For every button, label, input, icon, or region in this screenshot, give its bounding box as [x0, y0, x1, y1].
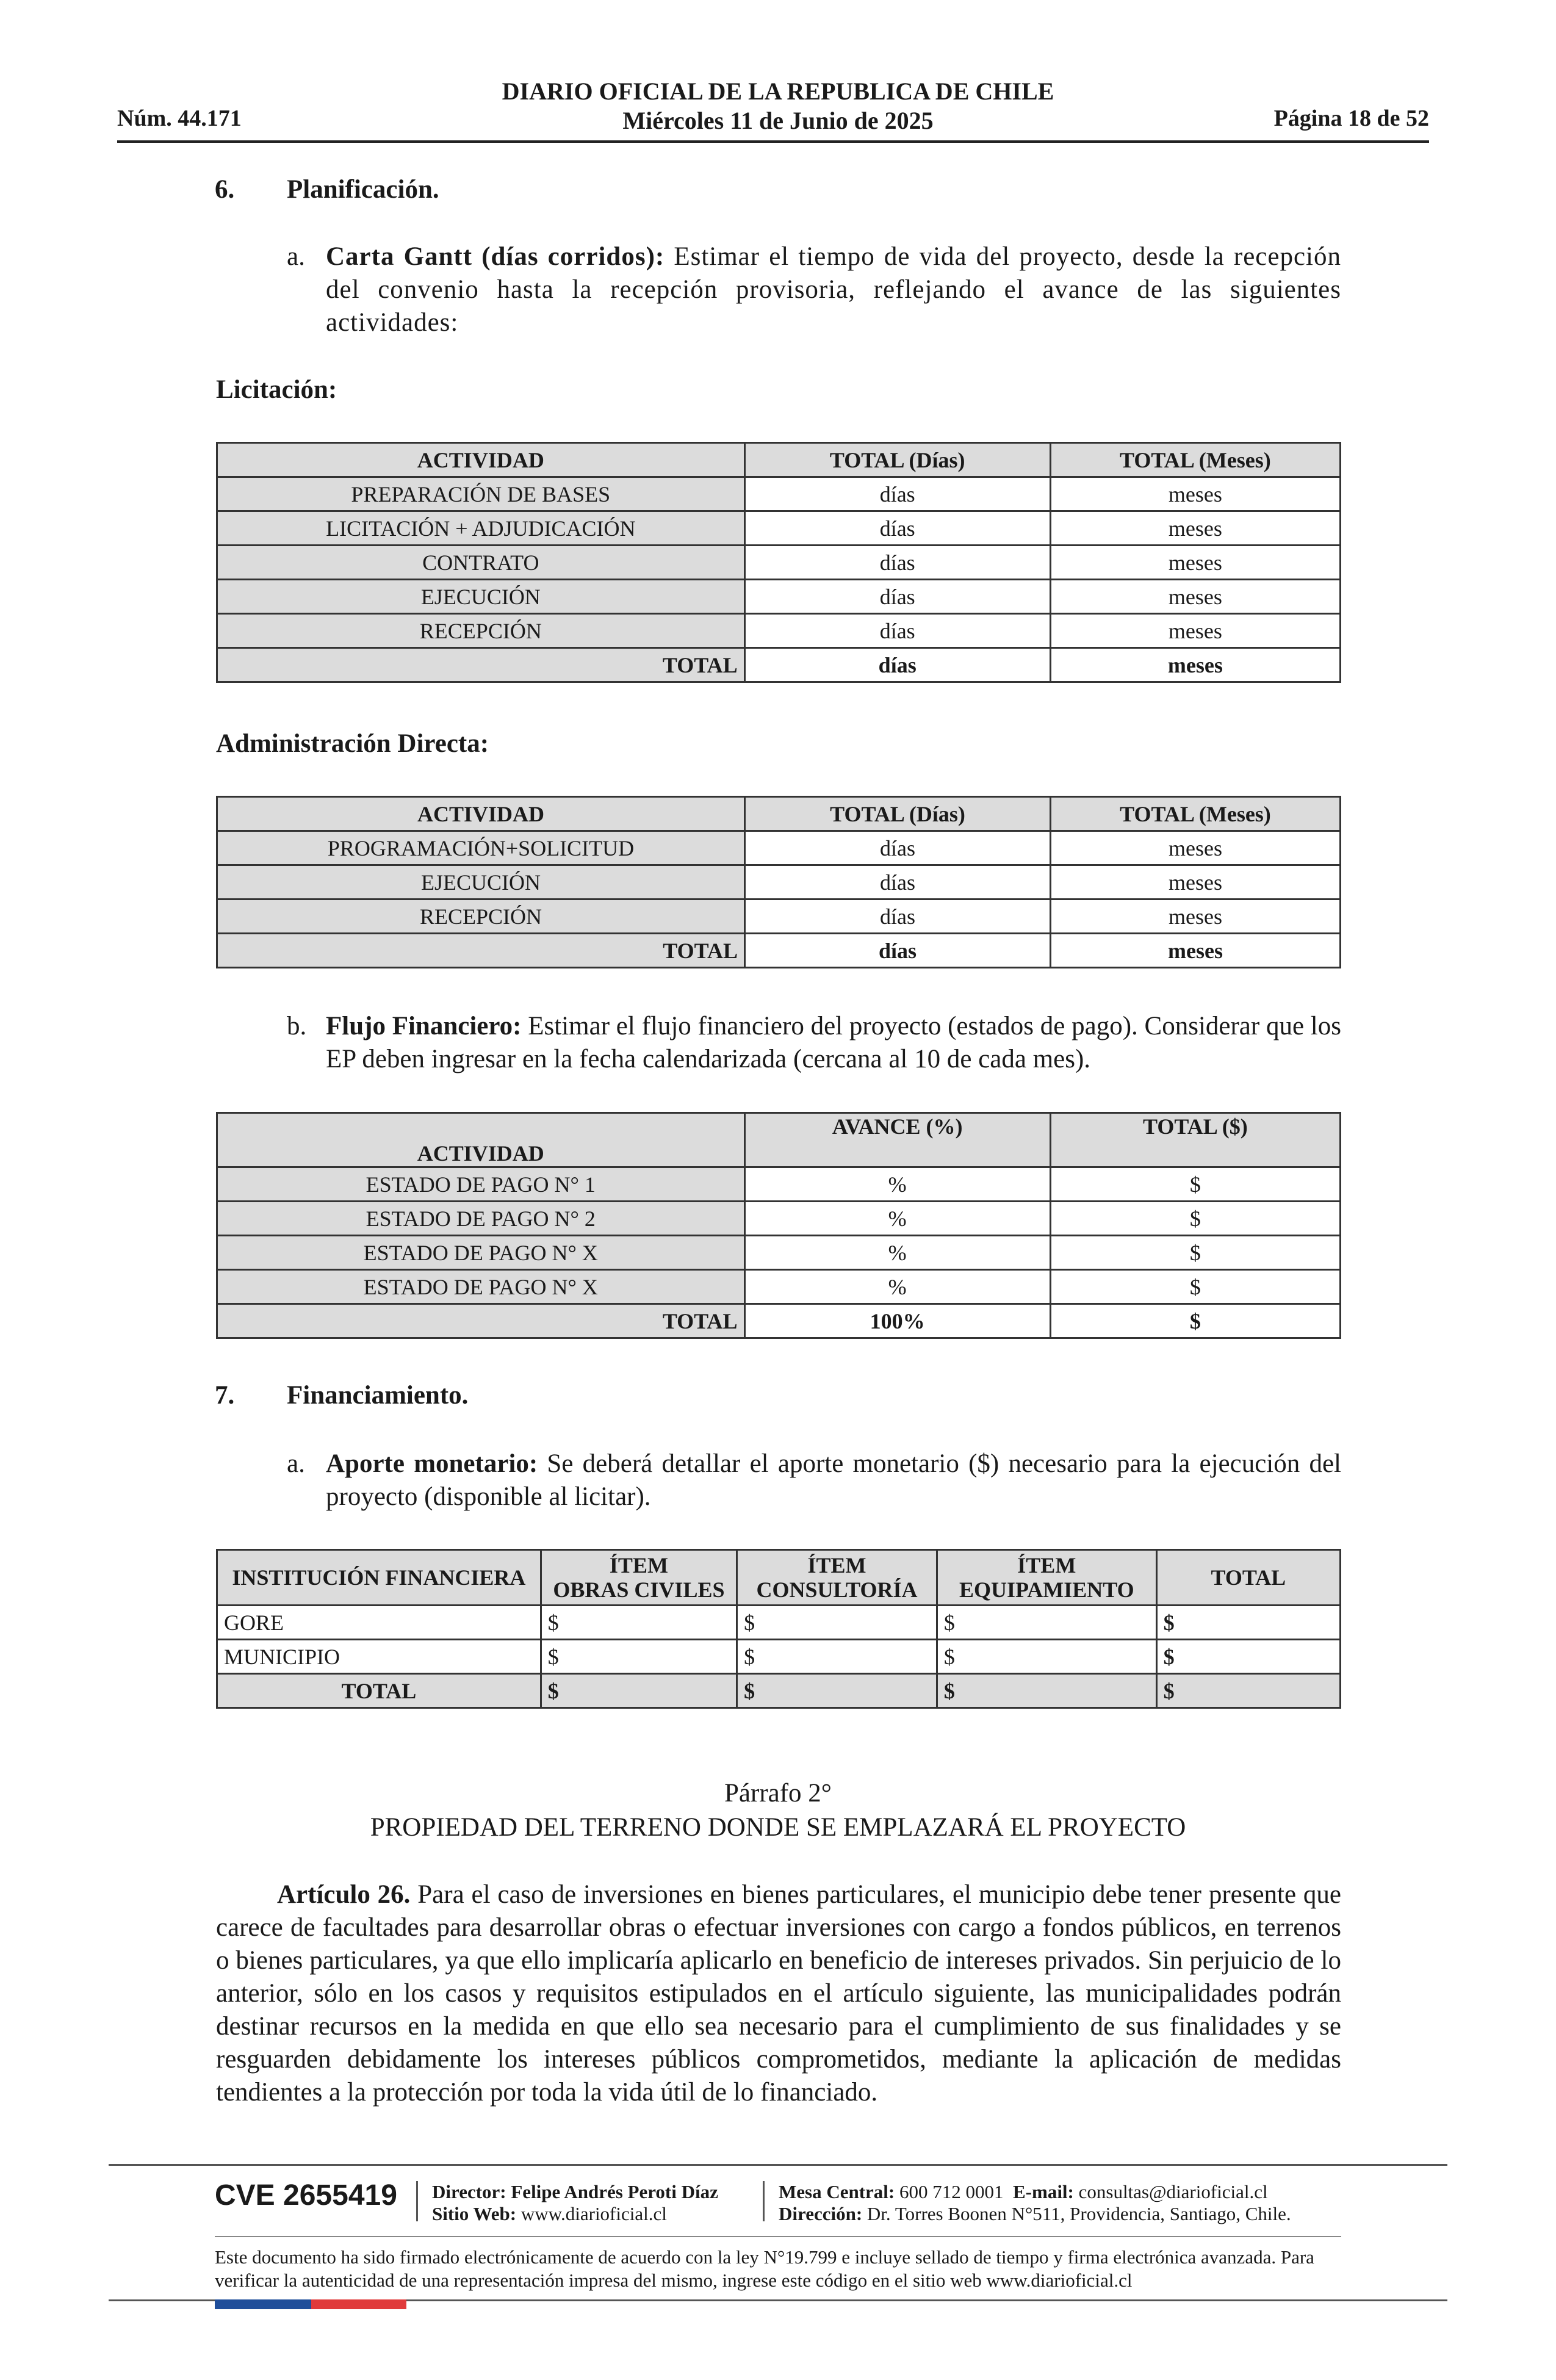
dias-cell: días: [745, 900, 1051, 934]
consultoria-cell: $: [737, 1640, 937, 1674]
header-avance: AVANCE (%): [744, 1113, 1050, 1167]
table-row: [217, 1270, 1341, 1304]
administracion-table: [216, 796, 1341, 968]
activity-cell: RECEPCIÓN: [217, 614, 745, 648]
header-consultoria: ÍTEM CONSULTORÍA: [737, 1550, 937, 1606]
articulo-26-text: Para el caso de inversiones en bienes particulares, el municipio debe tener presente que carece de facultades para desarrollar obras o efectuar inversiones con cargo a fondos públicos, en terrenos o bienes particulares, ya que ello implicaría aplicarlo en beneficio de intereses privados. Sin perjuicio de lo anterior, sólo en los casos y requisitos estipulados en el artículo siguiente, las municipalidades podrán destinar recursos en la medida en que ello sea necesario para el cumplimiento de sus finalidades y se resguarden debidamente los intereses públicos comprometidos, mediante la aplicación de medidas tendientes a la protección por toda la vida útil de lo financiado.: [216, 1880, 1341, 2107]
item-b-letter: b.: [287, 1012, 307, 1040]
section-7-number: 7.: [215, 1381, 235, 1410]
table-total-row: [217, 1674, 1341, 1708]
email-link[interactable]: consultas@diarioficial.cl: [1078, 2181, 1268, 2202]
total-obras: $: [541, 1674, 737, 1708]
institution-cell: GORE: [217, 1606, 541, 1640]
website-link[interactable]: www.diarioficial.cl: [520, 2203, 667, 2224]
dias-cell: días: [744, 511, 1050, 546]
section-7-title: Financiamiento.: [287, 1381, 469, 1410]
table-row: [217, 477, 1341, 511]
activity-cell: PREPARACIÓN DE BASES: [217, 477, 745, 511]
total-label: TOTAL: [217, 1674, 541, 1708]
table-total-row: [217, 934, 1341, 968]
journal-date: Miércoles 11 de Junio de 2025: [622, 107, 934, 134]
table-row: [217, 1167, 1341, 1202]
header-institucion: INSTITUCIÓN FINANCIERA: [217, 1550, 541, 1606]
activity-cell: ESTADO DE PAGO N° X: [217, 1236, 745, 1270]
footer-separator: [763, 2181, 765, 2221]
total-meses: meses: [1050, 934, 1340, 968]
total-avance: 100%: [744, 1304, 1050, 1338]
activity-cell: ESTADO DE PAGO N° 2: [217, 1202, 745, 1236]
total-meses: meses: [1050, 648, 1340, 682]
meses-cell: meses: [1050, 477, 1340, 511]
footer-blue-bar: [215, 2299, 311, 2309]
table-row: [217, 900, 1341, 934]
obras-cell: $: [541, 1606, 737, 1640]
flujo-heading: Flujo Financiero:: [326, 1012, 522, 1040]
total-label: TOTAL: [217, 1304, 745, 1338]
meses-cell: meses: [1050, 831, 1340, 865]
table-header-row: [217, 1113, 1341, 1167]
consultoria-cell: $: [737, 1606, 937, 1640]
aporte-paragraph: [326, 1448, 1341, 1513]
address: Dr. Torres Boonen N°511, Providencia, Santiago, Chile.: [866, 2203, 1291, 2224]
director-name: Felipe Andrés Peroti Díaz: [511, 2181, 718, 2202]
flujo-table: [216, 1112, 1341, 1339]
activity-cell: EJECUCIÓN: [217, 580, 745, 614]
director-info: Director: Felipe Andrés Peroti Díaz Sitio Web: www.diarioficial.cl: [432, 2181, 718, 2224]
table-total-row: [217, 648, 1341, 682]
carta-gantt-text: Estimar el tiempo de vida del proyecto, desde la recepción del convenio hasta la recepción provisoria, reflejando el avance de las siguientes actividades:: [326, 242, 1341, 337]
footer-red-bar: [311, 2299, 406, 2309]
monto-cell: $: [1050, 1167, 1340, 1202]
articulo-26-heading: Artículo 26.: [277, 1880, 411, 1909]
meses-cell: meses: [1050, 865, 1340, 900]
table-row: [217, 546, 1341, 580]
meses-cell: meses: [1050, 546, 1340, 580]
header-divider: [117, 140, 1429, 143]
articulo-26: [216, 1878, 1341, 2109]
header-obras-civiles: ÍTEM OBRAS CIVILES: [541, 1550, 737, 1606]
aporte-heading: Aporte monetario:: [326, 1449, 538, 1478]
flujo-text: Estimar el flujo financiero del proyecto (estados de pago). Considerar que los EP deben ingresar en la fecha calendarizada (cercana al 10 de cada mes).: [326, 1012, 1341, 1073]
obras-cell: $: [541, 1640, 737, 1674]
total-equipamiento: $: [937, 1674, 1156, 1708]
signature-note: Este documento ha sido firmado electrónicamente de acuerdo con la ley N°19.799 e incluye sellado de tiempo y firma electrónica avanzada. Para verificar la autenticidad de una representación impresa del mismo, ingrese este código en el sitio web www.diarioficial.cl: [215, 2246, 1314, 2291]
table-row: [217, 614, 1341, 648]
header-total-pesos: TOTAL ($): [1050, 1113, 1340, 1167]
avance-cell: %: [744, 1202, 1050, 1236]
table-header-row: [217, 797, 1341, 831]
dias-cell: días: [744, 546, 1050, 580]
meses-cell: meses: [1050, 614, 1340, 648]
dias-cell: días: [744, 614, 1050, 648]
header-total-dias: TOTAL (Días): [745, 797, 1051, 831]
activity-cell: EJECUCIÓN: [217, 865, 745, 900]
total-label: TOTAL: [217, 648, 745, 682]
monto-cell: $: [1050, 1236, 1340, 1270]
table-row: [217, 865, 1341, 900]
licitacion-table: [216, 442, 1341, 683]
dias-cell: días: [744, 580, 1050, 614]
meses-cell: meses: [1050, 900, 1340, 934]
footer-separator: [416, 2181, 418, 2221]
footer-divider-mid: [215, 2236, 1341, 2237]
monto-cell: $: [1050, 1270, 1340, 1304]
parrafo-number: Párrafo 2°: [724, 1779, 832, 1808]
licitacion-label: Licitación:: [216, 375, 337, 404]
header-total-dias: TOTAL (Días): [744, 443, 1050, 477]
cve-code: CVE 2655419: [215, 2179, 397, 2212]
table-row: [217, 580, 1341, 614]
table-row: [217, 511, 1341, 546]
activity-cell: CONTRATO: [217, 546, 745, 580]
page-number: Página 18 de 52: [1273, 106, 1429, 131]
table-row: [217, 1202, 1341, 1236]
flujo-paragraph: [326, 1010, 1341, 1076]
administracion-label: Administración Directa:: [216, 729, 489, 758]
table-total-row: [217, 1304, 1341, 1338]
activity-cell: LICITACIÓN + ADJUDICACIÓN: [217, 511, 745, 546]
mesa-central-phone: 600 712 0001: [899, 2181, 1004, 2202]
avance-cell: %: [744, 1270, 1050, 1304]
equipamiento-cell: $: [937, 1640, 1156, 1674]
total-dias: días: [744, 648, 1050, 682]
activity-cell: ESTADO DE PAGO N° X: [217, 1270, 745, 1304]
total-label: TOTAL: [217, 934, 745, 968]
monto-cell: $: [1050, 1202, 1340, 1236]
contact-info: Mesa Central: 600 712 0001 E-mail: consultas@diarioficial.cl Dirección: Dr. Torres Boonen N°511, Providencia, Santiago, Chile.: [779, 2181, 1291, 2224]
meses-cell: meses: [1050, 511, 1340, 546]
header-total-meses: TOTAL (Meses): [1050, 797, 1340, 831]
footer-divider-top: [109, 2164, 1447, 2166]
activity-cell: RECEPCIÓN: [217, 900, 745, 934]
table-row: [217, 1606, 1341, 1640]
row-total-cell: $: [1156, 1606, 1340, 1640]
activity-cell: PROGRAMACIÓN+SOLICITUD: [217, 831, 745, 865]
aporte-text: Se deberá detallar el aporte monetario ($) necesario para la ejecución del proyecto (disponible al licitar).: [326, 1449, 1342, 1511]
header-total-meses: TOTAL (Meses): [1050, 443, 1340, 477]
header-total: TOTAL: [1156, 1550, 1340, 1606]
total-general: $: [1156, 1674, 1340, 1708]
total-dias: días: [745, 934, 1051, 968]
table-row: [217, 1236, 1341, 1270]
total-consultoria: $: [737, 1674, 937, 1708]
header-actividad: ACTIVIDAD: [217, 443, 745, 477]
header-actividad: ACTIVIDAD: [217, 1113, 745, 1167]
table-row: [217, 1640, 1341, 1674]
total-monto: $: [1050, 1304, 1340, 1338]
item-7a-letter: a.: [287, 1449, 305, 1478]
aporte-table: [216, 1549, 1341, 1709]
activity-cell: ESTADO DE PAGO N° 1: [217, 1167, 745, 1202]
avance-cell: %: [744, 1236, 1050, 1270]
header-equipamiento: ÍTEM EQUIPAMIENTO: [937, 1550, 1156, 1606]
carta-gantt-heading: Carta Gantt (días corridos):: [326, 242, 665, 271]
journal-title: DIARIO OFICIAL DE LA REPUBLICA DE CHILE: [502, 78, 1054, 105]
dias-cell: días: [744, 477, 1050, 511]
row-total-cell: $: [1156, 1640, 1340, 1674]
equipamiento-cell: $: [937, 1606, 1156, 1640]
section-6-title: Planificación.: [287, 175, 439, 204]
table-header-row: [217, 1550, 1341, 1606]
issue-number: Núm. 44.171: [117, 106, 242, 131]
header-actividad: ACTIVIDAD: [217, 797, 745, 831]
table-header-row: [217, 443, 1341, 477]
institution-cell: MUNICIPIO: [217, 1640, 541, 1674]
avance-cell: %: [744, 1167, 1050, 1202]
dias-cell: días: [745, 865, 1051, 900]
section-6-number: 6.: [215, 175, 235, 204]
carta-gantt-paragraph: [326, 240, 1341, 339]
table-row: [217, 831, 1341, 865]
meses-cell: meses: [1050, 580, 1340, 614]
parrafo-title: PROPIEDAD DEL TERRENO DONDE SE EMPLAZARÁ EL PROYECTO: [370, 1813, 1186, 1842]
item-a-letter: a.: [287, 242, 305, 271]
dias-cell: días: [745, 831, 1051, 865]
